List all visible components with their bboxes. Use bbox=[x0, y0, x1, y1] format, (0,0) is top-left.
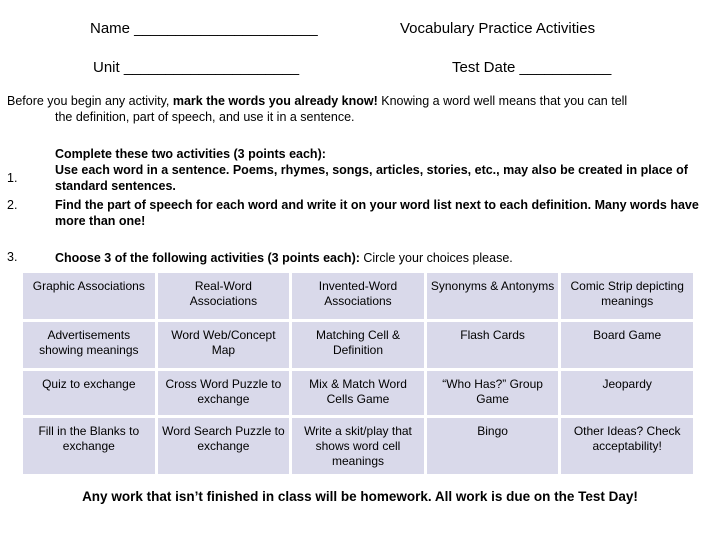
item-3-text bbox=[55, 250, 715, 266]
item-3-number: 3. bbox=[7, 250, 18, 264]
activity-cell[interactable]: Flash Cards bbox=[425, 321, 560, 370]
activity-cell[interactable]: Bingo bbox=[425, 417, 560, 476]
item-2-number: 2. bbox=[7, 198, 18, 212]
activity-cell[interactable]: Invented-Word Associations bbox=[291, 272, 426, 321]
unit-field-label: Unit _____________________ bbox=[93, 59, 300, 76]
item-1-number: 1. bbox=[7, 171, 18, 185]
activity-cell[interactable]: Synonyms & Antonyms bbox=[425, 272, 560, 321]
activity-cell[interactable]: Word Web/Concept Map bbox=[156, 321, 291, 370]
footer-note: Any work that isn’t finished in class will be homework. All work is due on the Test Day! bbox=[82, 489, 638, 504]
activity-cell[interactable]: Comic Strip depicting meanings bbox=[560, 272, 695, 321]
activities-table bbox=[20, 270, 696, 477]
item-2-text: Find the part of speech for each word and write it on your word list next to each definition. Many words have more than one! bbox=[55, 198, 699, 228]
activity-cell[interactable]: Jeopardy bbox=[560, 370, 695, 417]
activity-cell[interactable]: Matching Cell & Definition bbox=[291, 321, 426, 370]
activity-cell[interactable]: Board Game bbox=[560, 321, 695, 370]
activity-cell[interactable]: Mix & Match Word Cells Game bbox=[291, 370, 426, 417]
table-row bbox=[22, 272, 695, 321]
activity-cell[interactable]: Real-Word Associations bbox=[156, 272, 291, 321]
item-3-bold: Choose 3 of the following activities (3 points each): bbox=[55, 251, 360, 265]
intro-text-end: Knowing a word well means that you can tell bbox=[377, 94, 628, 108]
activity-cell[interactable]: Write a skit/play that shows word cell meanings bbox=[291, 417, 426, 476]
activity-cell[interactable]: Graphic Associations bbox=[22, 272, 157, 321]
activity-cell[interactable]: Other Ideas? Check acceptability! bbox=[560, 417, 695, 476]
name-field-label: Name ______________________ bbox=[90, 20, 318, 37]
activity-cell[interactable]: “Who Has?” Group Game bbox=[425, 370, 560, 417]
activity-cell[interactable]: Advertisements showing meanings bbox=[22, 321, 157, 370]
section1-heading: Complete these two activities (3 points each): bbox=[55, 147, 326, 161]
intro-paragraph bbox=[7, 93, 717, 125]
activity-cell[interactable]: Fill in the Blanks to exchange bbox=[22, 417, 157, 476]
activity-cell[interactable]: Quiz to exchange bbox=[22, 370, 157, 417]
intro-text-start: Before you begin any activity, bbox=[7, 94, 173, 108]
table-row bbox=[22, 417, 695, 476]
table-row bbox=[22, 321, 695, 370]
page-title: Vocabulary Practice Activities bbox=[400, 20, 596, 37]
activity-cell[interactable]: Word Search Puzzle to exchange bbox=[156, 417, 291, 476]
table-row bbox=[22, 370, 695, 417]
test-date-field-label: Test Date ___________ bbox=[452, 59, 612, 76]
activity-cell[interactable]: Cross Word Puzzle to exchange bbox=[156, 370, 291, 417]
intro-emphasis: mark the words you already know! bbox=[172, 94, 378, 108]
item-3-instruction: Circle your choices please. bbox=[359, 251, 513, 265]
item-1-text: Use each word in a sentence. Poems, rhymes, songs, articles, stories, etc., may also be created in place of standard sentences. bbox=[55, 163, 688, 193]
intro-line-2: the definition, part of speech, and use it in a sentence. bbox=[55, 110, 355, 124]
